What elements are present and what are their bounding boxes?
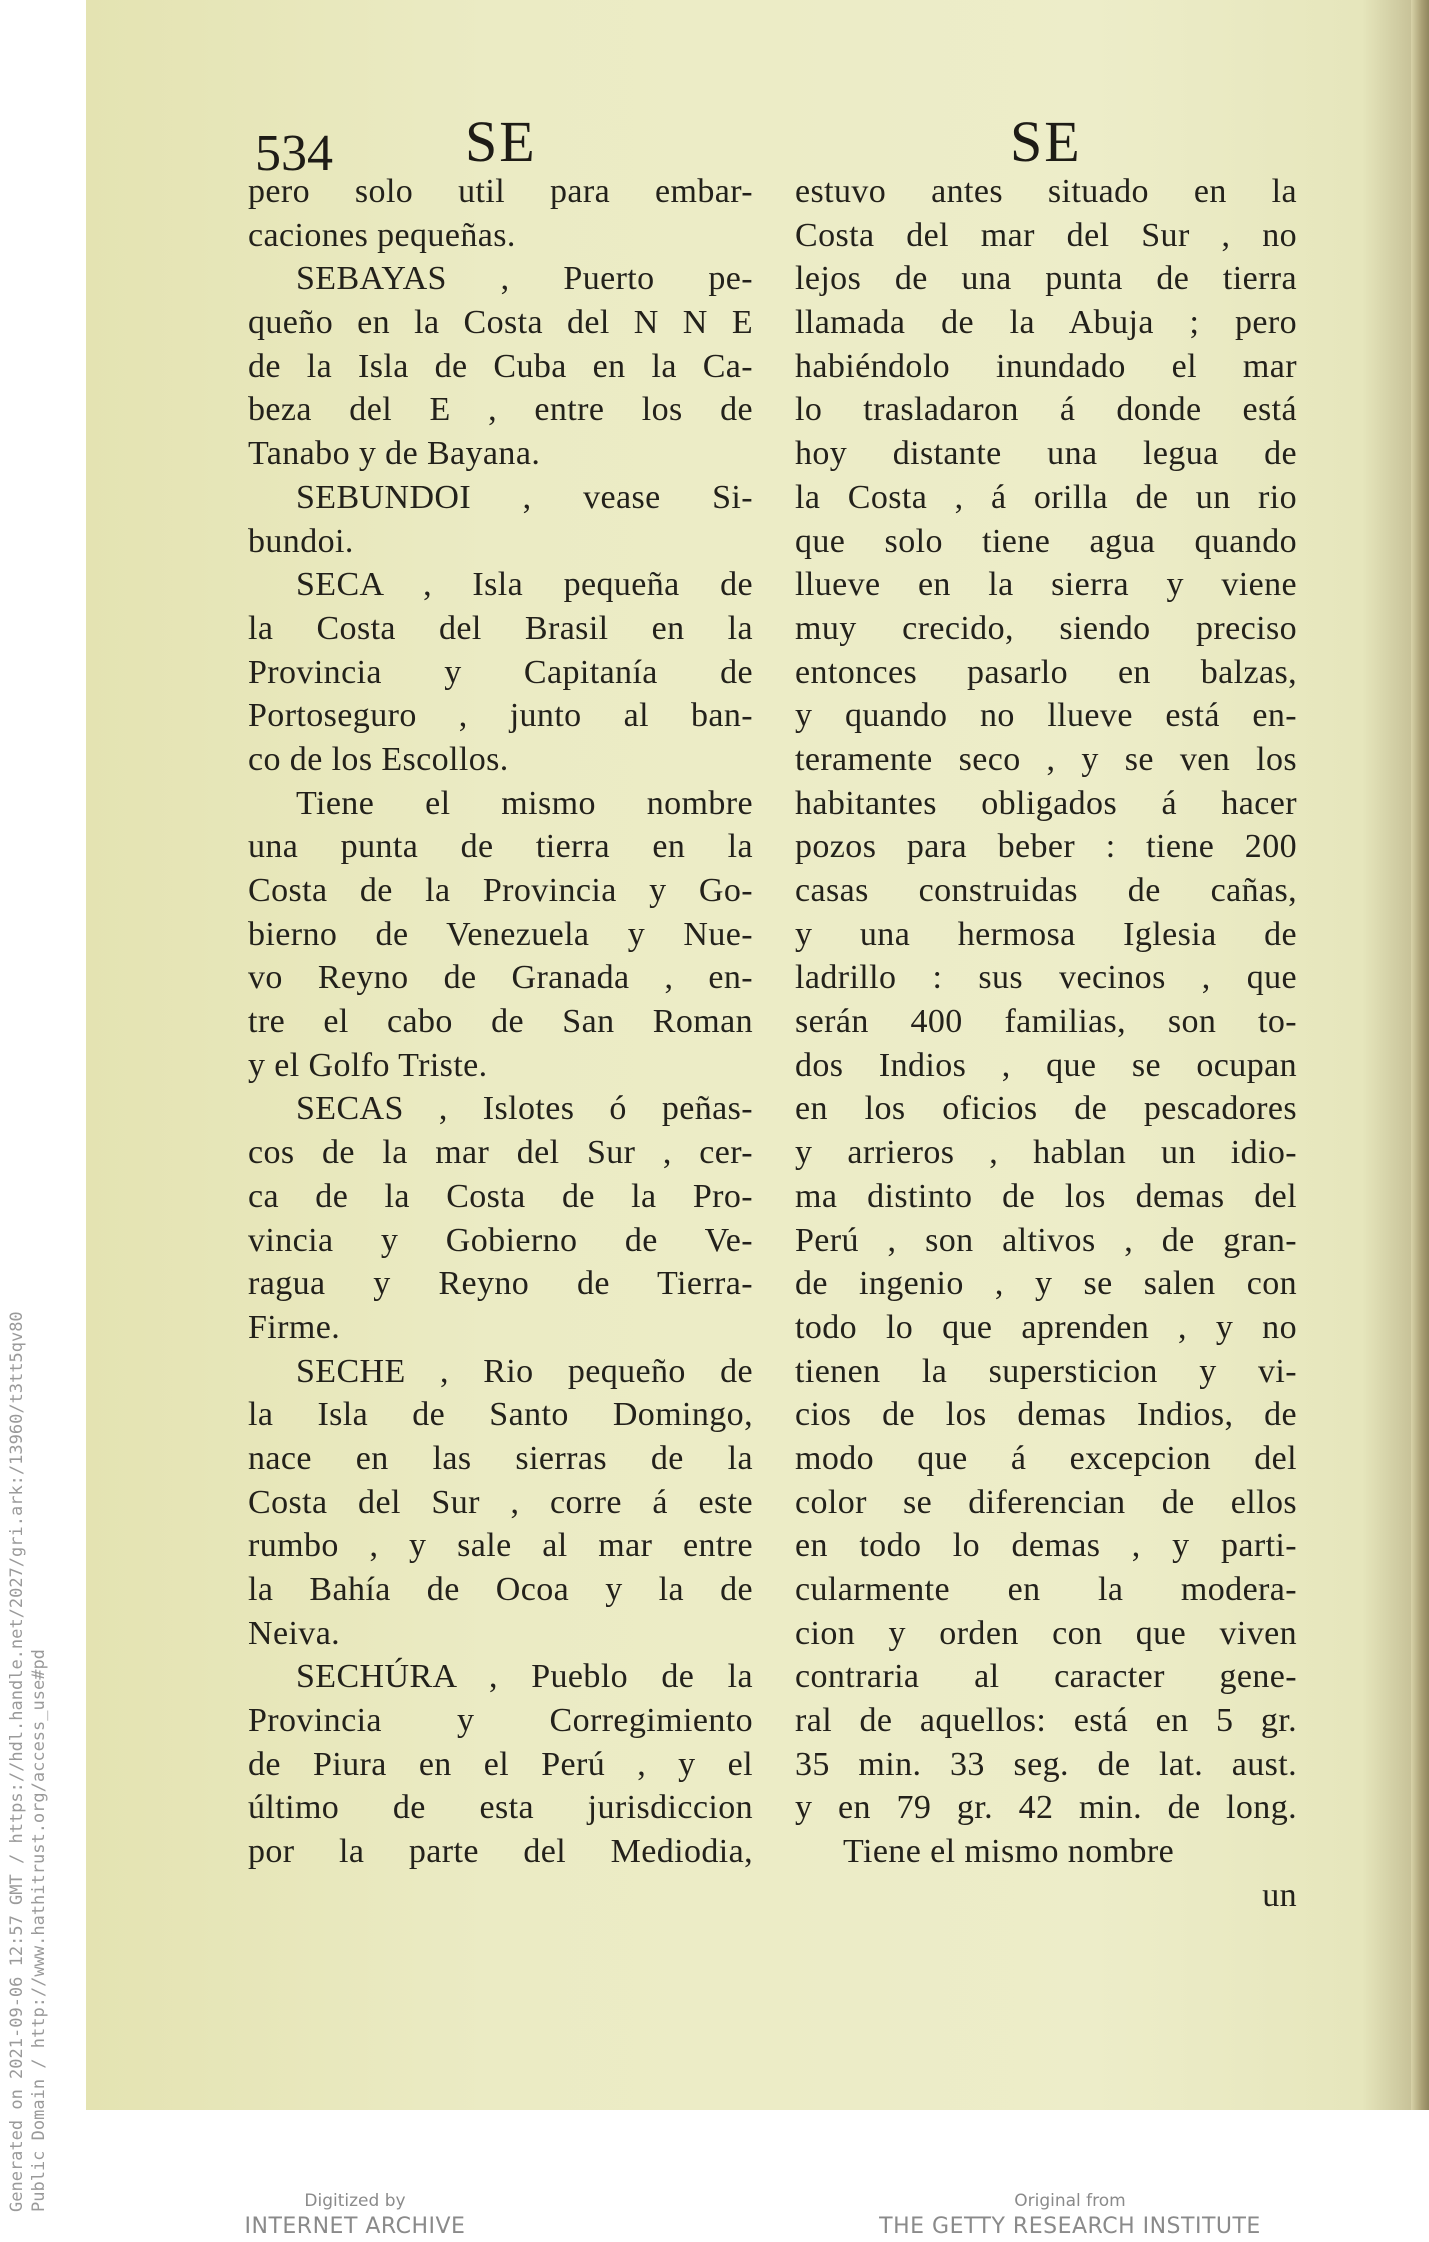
text-line: Firme. <box>248 1308 341 1346</box>
text-line: vincia y Gobierno de Ve- <box>248 1221 753 1259</box>
text-line: tre el cabo de San Roman <box>248 1003 753 1041</box>
text-line: pozos para beber : tiene 200 <box>795 828 1297 866</box>
text-line: estuvo antes situado en la <box>795 173 1297 210</box>
text-line: lo trasladaron á donde está <box>795 391 1297 429</box>
page-edge-shadow <box>1411 0 1429 2110</box>
text-line: cios de los demas Indios, de <box>795 1396 1297 1434</box>
left-text-column <box>248 170 753 1874</box>
text-line: modo que á excepcion del <box>795 1439 1297 1477</box>
text-line: serán 400 familias, son to- <box>795 1003 1297 1041</box>
text-line: habiéndolo inundado el mar <box>795 347 1297 385</box>
text-line: SECHÚRA , Pueblo de la <box>296 1658 753 1696</box>
text-line: teramente seco , y se ven los <box>795 740 1297 778</box>
text-line: co de los Escollos. <box>248 740 509 778</box>
text-line: ca de la Costa de la Pro- <box>248 1177 753 1215</box>
right-text-column <box>795 170 1297 1918</box>
text-line: Neiva. <box>248 1614 341 1652</box>
text-line: caciones pequeñas. <box>248 216 516 254</box>
digitized-by-label: Digitized by <box>304 2191 406 2211</box>
digitized-by-credit <box>240 2190 470 2242</box>
text-line: bierno de Venezuela y Nue- <box>248 915 753 953</box>
getty-institute-label: THE GETTY RESEARCH INSTITUTE <box>879 2214 1261 2239</box>
text-line: SECA , Isla pequeña de <box>296 566 753 604</box>
original-from-credit <box>870 2190 1270 2242</box>
text-line: entonces pasarlo en balzas, <box>795 653 1297 691</box>
page-number: 534 <box>255 125 333 182</box>
text-line: pero solo util para embar- <box>248 173 753 210</box>
text-line: beza del E , entre los de <box>248 391 753 429</box>
text-line: Tiene el mismo nombre <box>843 1833 1175 1871</box>
text-line: Costa del Sur , corre á este <box>248 1483 753 1521</box>
text-line: la Costa del Brasil en la <box>248 609 753 647</box>
text-line: Perú , son altivos , de gran- <box>795 1221 1297 1259</box>
text-line: llamada de la Abuja ; pero <box>795 304 1297 342</box>
text-line: SEBUNDOI , vease Si- <box>296 478 753 516</box>
text-line: por la parte del Mediodia, <box>248 1833 753 1871</box>
text-line: todo lo que aprenden , y no <box>795 1308 1297 1346</box>
text-line: cos de la mar del Sur , cer- <box>248 1134 753 1172</box>
page-header <box>0 108 1429 182</box>
text-line: queño en la Costa del N N E <box>248 304 753 342</box>
text-line: Provincia y Capitanía de <box>248 653 753 691</box>
text-line: de la Isla de Cuba en la Ca- <box>248 347 753 385</box>
text-line: SECAS , Islotes ó peñas- <box>296 1090 753 1128</box>
text-line: ral de aquellos: está en 5 gr. <box>795 1702 1297 1740</box>
text-line: muy crecido, siendo preciso <box>795 609 1297 647</box>
catchword: un <box>1262 1876 1297 1914</box>
text-line: y una hermosa Iglesia de <box>795 915 1297 953</box>
text-line: cularmente en la modera- <box>795 1571 1297 1608</box>
text-line: SECHE , Rio pequeño de <box>296 1352 753 1390</box>
text-line: contraria al caracter gene- <box>795 1658 1297 1696</box>
text-line: hoy distante una legua de <box>795 435 1297 473</box>
text-line: llueve en la sierra y viene <box>795 566 1297 604</box>
text-line: la Isla de Santo Domingo, <box>248 1396 753 1434</box>
running-head-left: SE <box>465 109 537 174</box>
text-line: ladrillo : sus vecinos , que <box>795 959 1297 997</box>
text-line: lejos de una punta de tierra <box>795 260 1297 298</box>
text-line: ragua y Reyno de Tierra- <box>248 1265 753 1303</box>
text-line: SEBAYAS , Puerto pe- <box>296 260 753 298</box>
text-line: 35 min. 33 seg. de lat. aust. <box>795 1745 1297 1783</box>
text-line: tienen la supersticion y vi- <box>795 1352 1297 1390</box>
text-line: de Piura en el Perú , y el <box>248 1745 753 1783</box>
license-notice-line: Public Domain / http://www.hathitrust.org/access_use#pd <box>29 1649 49 2212</box>
text-line: la Bahía de Ocoa y la de <box>248 1571 753 1608</box>
text-line: y en 79 gr. 42 min. de long. <box>795 1789 1297 1827</box>
generation-notice <box>6 1311 50 2212</box>
text-line: Portoseguro , junto al ban- <box>248 697 753 735</box>
text-line: dos Indios , que se ocupan <box>795 1046 1297 1084</box>
text-line: y quando no llueve está en- <box>795 697 1297 735</box>
text-line: casas construidas de cañas, <box>795 872 1297 909</box>
running-head-right: SE <box>1010 109 1082 174</box>
text-line: cion y orden con que viven <box>795 1614 1297 1652</box>
text-line: una punta de tierra en la <box>248 828 753 866</box>
text-line: en los oficios de pescadores <box>795 1090 1297 1128</box>
text-line: la Costa , á orilla de un rio <box>795 478 1297 516</box>
text-line: Tanabo y de Bayana. <box>248 435 541 473</box>
text-line: vo Reyno de Granada , en- <box>248 959 753 997</box>
text-line: Costa de la Provincia y Go- <box>248 872 753 909</box>
text-line: color se diferencian de ellos <box>795 1483 1297 1521</box>
text-line: que solo tiene agua quando <box>795 522 1297 560</box>
text-line: Provincia y Corregimiento <box>248 1702 753 1740</box>
original-from-label: Original from <box>1014 2191 1126 2211</box>
text-line: en todo lo demas , y parti- <box>795 1527 1297 1565</box>
text-line: nace en las sierras de la <box>248 1439 753 1477</box>
text-line: y el Golfo Triste. <box>248 1046 488 1084</box>
text-line: último de esta jurisdiccion <box>248 1789 753 1827</box>
text-line: y arrieros , hablan un idio- <box>795 1134 1297 1172</box>
internet-archive-label: INTERNET ARCHIVE <box>244 2214 466 2239</box>
text-line: ma distinto de los demas del <box>795 1177 1297 1215</box>
text-line: de ingenio , y se salen con <box>795 1265 1297 1303</box>
text-line: bundoi. <box>248 522 354 560</box>
generation-notice-line: Generated on 2021-09-06 12:57 GMT / https://hdl.handle.net/2027/gri.ark:/13960/t3tt5qv80 <box>7 1311 27 2212</box>
text-line: Tiene el mismo nombre <box>296 784 753 822</box>
text-line: rumbo , y sale al mar entre <box>248 1527 753 1565</box>
text-line: Costa del mar del Sur , no <box>795 216 1297 254</box>
text-line: habitantes obligados á hacer <box>795 784 1297 822</box>
